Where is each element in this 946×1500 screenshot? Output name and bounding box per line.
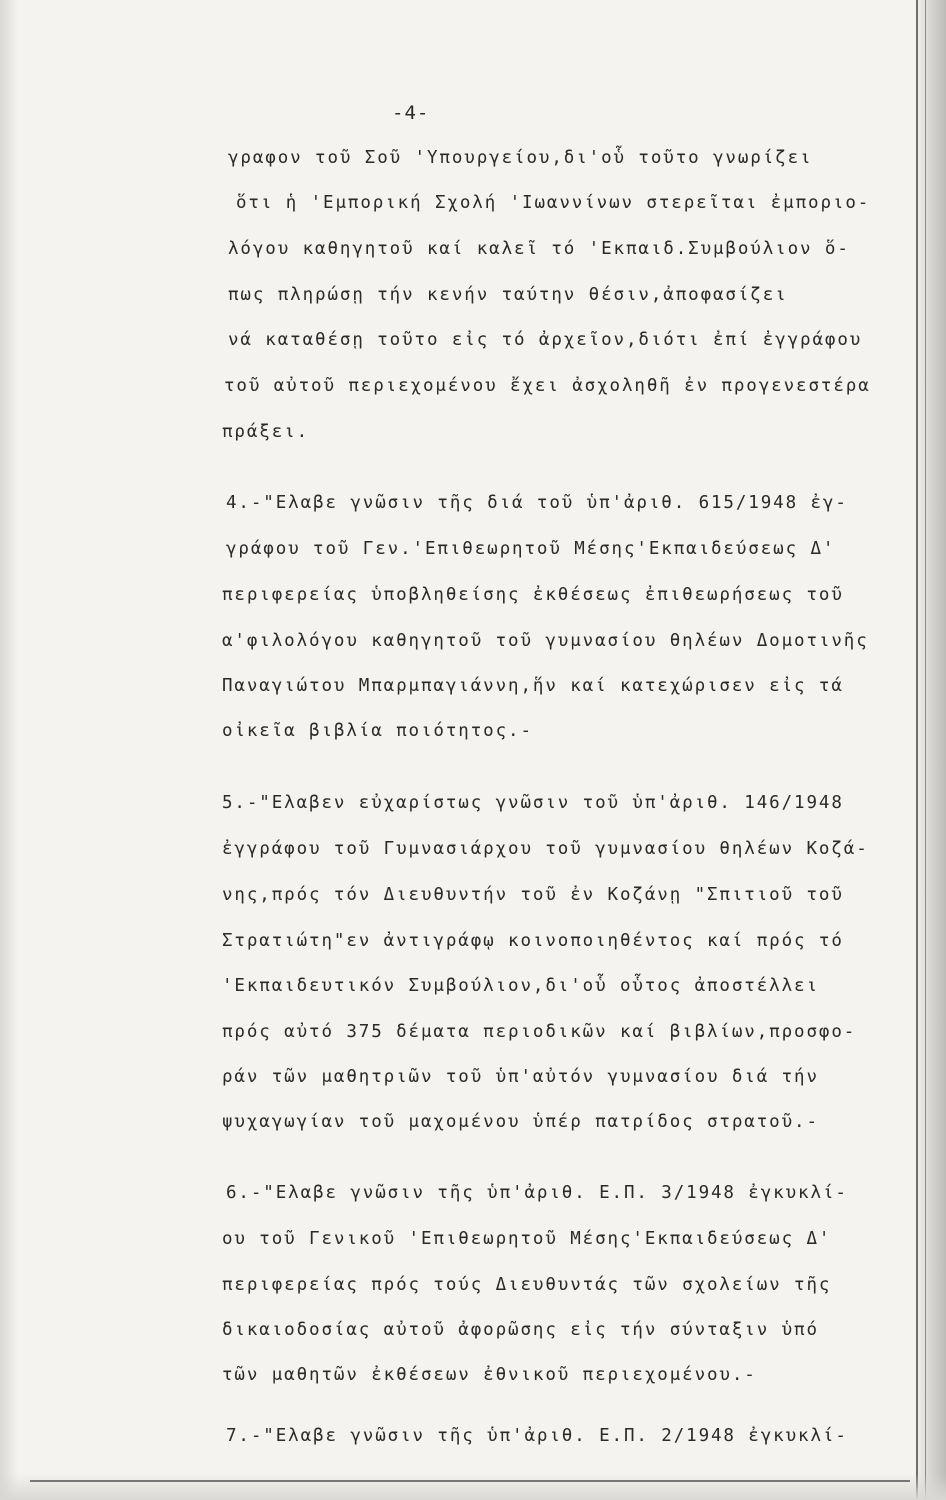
text-line: Στρατιώτη"εν ἀντιγράφῳ κοινοποιηθέντος καί πρός τό xyxy=(222,931,844,951)
text-line: γραφον τοῦ Σοῦ 'Υπουργείου,δι'οὗ τοῦτο γνωρίζει xyxy=(228,148,813,168)
text-line: 'Εκπαιδευτικόν Συμβούλιον,δι'οὗ οὗτος ἀποστέλλει xyxy=(222,976,819,996)
text-line: πρός αὐτό 375 δέματα περιοδικῶν καί βιβλίων,προσφο- xyxy=(222,1022,857,1042)
text-line: περιφερείας ὑποβληθείσης ἐκθέσεως ἐπιθεωρήσεως τοῦ xyxy=(222,585,844,605)
text-line: οἰκεῖα βιβλία ποιότητος.- xyxy=(222,721,533,741)
text-line: πράξει. xyxy=(222,422,310,442)
text-line: ἐγγράφου τοῦ Γυμνασιάρχου τοῦ γυμνασίου θηλέων Κοζά- xyxy=(222,839,869,859)
text-line: νά καταθέσῃ τοῦτο εἰς τό ἀρχεῖον,διότι ἐπί ἐγγράφου xyxy=(228,330,863,350)
text-line: τῶν μαθητῶν ἐκθέσεων ἐθνικοῦ περιεχομένου.- xyxy=(222,1365,757,1385)
text-line: Παναγιώτου Μπαρμπαγιάννη,ἥν καί κατεχώρισεν εἰς τά xyxy=(222,676,844,696)
text-line: περιφερείας πρός τούς Διευθυντάς τῶν σχολείων τῆς xyxy=(222,1275,832,1295)
text-line: νης,πρός τόν Διευθυντήν τοῦ ἐν Κοζάνῃ "Σπιτιοῦ τοῦ xyxy=(222,885,844,905)
text-line: λόγου καθηγητοῦ καί καλεῖ τό 'Εκπαιδ.Συμβούλιον ὅ- xyxy=(228,239,850,259)
left-edge-shadow xyxy=(0,0,18,1500)
right-edge-line xyxy=(925,0,926,1500)
text-line: δικαιοδοσίας αὐτοῦ ἀφορῶσης εἰς τήν σύνταξιν ὑπό xyxy=(222,1320,819,1340)
text-line: ὅτι ἡ 'Εμπορική Σχολή 'Ιωαννίνων στερεῖται ἐμποριο- xyxy=(236,193,871,213)
right-binding-edge xyxy=(916,0,946,1500)
text-line: πως πληρώσῃ τήν κενήν ταύτην θέσιν,ἀποφασίζει xyxy=(228,285,788,305)
text-line: ράν τῶν μαθητριῶν τοῦ ὑπ'αὐτόν γυμνασίου διά τήν xyxy=(222,1067,819,1087)
page-number: -4- xyxy=(392,102,430,124)
text-line: 6.-"Ελαβε γνῶσιν τῆς ὑπ'ἀριθ. Ε.Π. 3/1948 ἐγκυκλί- xyxy=(226,1183,848,1203)
text-line: 5.-"Ελαβεν εὐχαρίστως γνῶσιν τοῦ ὑπ'ἀριθ. 146/1948 xyxy=(222,793,844,813)
text-line: 7.-"Ελαβε γνῶσιν τῆς ὑπ'ἀριθ. Ε.Π. 2/1948 ἐγκυκλί- xyxy=(226,1426,848,1446)
text-line: 4.-"Ελαβε γνῶσιν τῆς διά τοῦ ὑπ'ἀριθ. 615/1948 ἐγ- xyxy=(226,493,848,513)
text-line: α'φιλολόγου καθηγητοῦ τοῦ γυμνασίου θηλέων Δομοτινῆς xyxy=(222,631,869,651)
text-line: τοῦ αὐτοῦ περιεχομένου ἔχει ἀσχοληθῆ ἐν προγενεστέρα xyxy=(224,376,871,396)
text-line: ψυχαγωγίαν τοῦ μαχομένου ὑπέρ πατρίδος στρατοῦ.- xyxy=(222,1112,819,1132)
text-line: γράφου τοῦ Γεν.'Επιθεωρητοῦ Μέσης'Εκπαιδεύσεως Δ' xyxy=(226,539,836,559)
bottom-rule xyxy=(30,1480,910,1482)
bottom-edge-shadow xyxy=(0,1474,946,1500)
text-line: ου τοῦ Γενικοῦ 'Επιθεωρητοῦ Μέσης'Εκπαιδεύσεως Δ' xyxy=(222,1229,832,1249)
